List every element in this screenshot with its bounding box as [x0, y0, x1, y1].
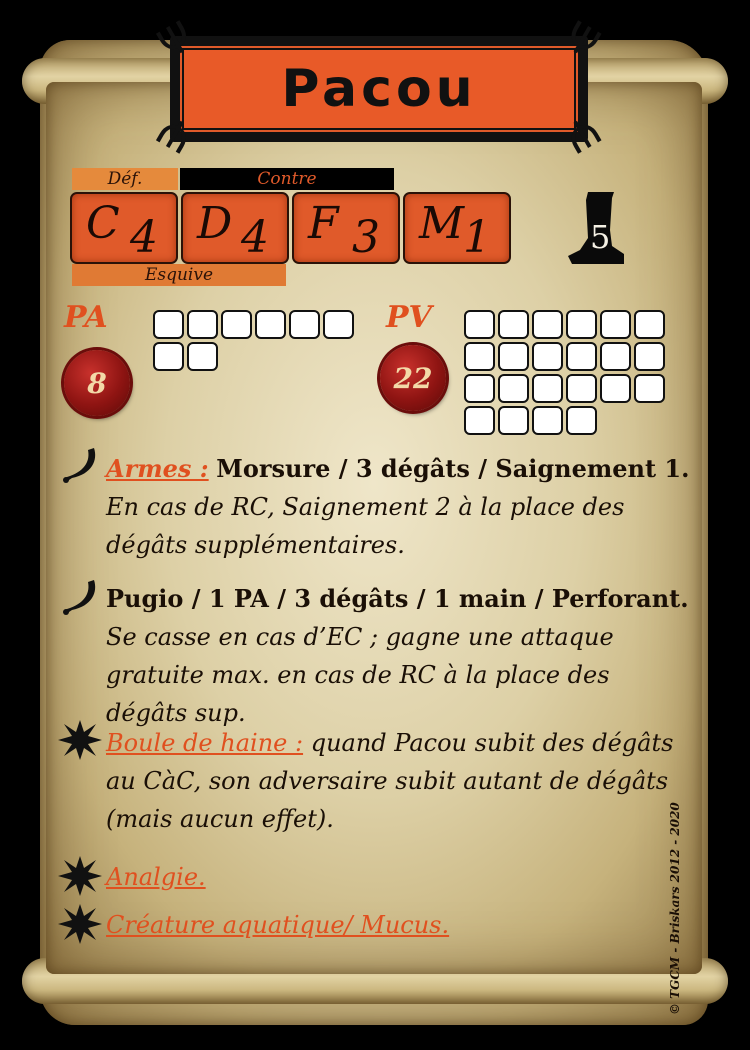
tracker-box[interactable]: [532, 342, 563, 371]
tracker-box[interactable]: [153, 310, 184, 339]
sword-icon: [58, 578, 102, 618]
ability-label: Analgie.: [106, 863, 206, 891]
tag-defense: Déf.: [72, 168, 178, 190]
starburst-icon: [58, 720, 102, 760]
starburst-icon: [58, 856, 102, 896]
pa-seal: [64, 350, 130, 416]
pa-value: 8: [87, 366, 107, 400]
trident-icon: Ψ: [556, 105, 607, 161]
weapon-1: [106, 450, 696, 564]
stat-letter: D: [197, 198, 233, 249]
pv-seal: [380, 345, 446, 411]
weapons-label: Armes :: [106, 454, 209, 483]
trident-icon: Ψ: [150, 13, 201, 69]
stat-c: [70, 192, 178, 264]
tracker-box[interactable]: [498, 310, 529, 339]
stat-value: 4: [241, 212, 269, 263]
tracker-box[interactable]: [187, 310, 218, 339]
tracker-box[interactable]: [600, 374, 631, 403]
stat-letter: F: [308, 198, 339, 249]
ability-label: Créature aquatique/ Mucus.: [106, 911, 450, 939]
trident-icon: Ψ: [556, 13, 607, 69]
tag-contre: Contre: [180, 168, 394, 190]
ability-2: [106, 858, 696, 896]
tracker-box[interactable]: [566, 342, 597, 371]
tracker-box[interactable]: [498, 406, 529, 435]
tracker-box[interactable]: [187, 342, 218, 371]
ability-desc: quand Pacou subit des dégâts au CàC, son adversaire subit autant de dégâts (mais aucun effet).: [106, 729, 674, 833]
pv-tracker: [464, 310, 665, 435]
weapon-desc: En cas de RC, Saignement 2 à la place des dégâts supplémentaires.: [106, 493, 625, 559]
stat-m: [403, 192, 511, 264]
weapon-title: Morsure / 3 dégâts / Saignement 1.: [216, 454, 690, 483]
tracker-box[interactable]: [600, 342, 631, 371]
weapon-title: Pugio / 1 PA / 3 dégâts / 1 main / Perforant.: [106, 584, 689, 613]
card-title: Pacou: [281, 59, 477, 119]
tag-esquive: Esquive: [72, 264, 286, 286]
tracker-box[interactable]: [153, 342, 184, 371]
tracker-box[interactable]: [464, 310, 495, 339]
ability-label: Boule de haine :: [106, 729, 304, 757]
stat-value: 1: [463, 212, 491, 263]
tracker-box[interactable]: [498, 342, 529, 371]
starburst-icon: [58, 904, 102, 944]
pv-value: 22: [393, 361, 433, 395]
tracker-box[interactable]: [634, 374, 665, 403]
stat-row: [70, 192, 514, 264]
ability-1: [106, 724, 696, 838]
tracker-box[interactable]: [221, 310, 252, 339]
pa-tracker: [153, 310, 354, 371]
stat-d: [181, 192, 289, 264]
tracker-box[interactable]: [532, 310, 563, 339]
tracker-box[interactable]: [464, 374, 495, 403]
tracker-box[interactable]: [566, 406, 597, 435]
title-plate: [182, 48, 576, 130]
tracker-box[interactable]: [532, 374, 563, 403]
sword-icon: [58, 446, 102, 486]
movement-value: 5: [590, 218, 611, 256]
pa-label: PA: [64, 300, 108, 335]
stat-value: 4: [130, 212, 158, 263]
tracker-box[interactable]: [600, 310, 631, 339]
trident-icon: Ψ: [150, 105, 201, 161]
stat-f: [292, 192, 400, 264]
tracker-box[interactable]: [289, 310, 320, 339]
tracker-box[interactable]: [566, 310, 597, 339]
tracker-box[interactable]: [634, 342, 665, 371]
title-banner: [170, 36, 588, 142]
tracker-box[interactable]: [634, 310, 665, 339]
stat-value: 3: [352, 212, 380, 263]
weapon-desc: Se casse en cas d’EC ; gagne une attaque gratuite max. en cas de RC à la place des dégâts sup.: [106, 623, 614, 727]
pv-label: PV: [386, 300, 432, 335]
tracker-box[interactable]: [255, 310, 286, 339]
copyright: © TGCM - Briskars 2012 - 2020: [668, 802, 682, 1015]
tracker-box[interactable]: [498, 374, 529, 403]
tracker-box[interactable]: [323, 310, 354, 339]
tracker-box[interactable]: [464, 342, 495, 371]
weapon-2: [106, 580, 696, 732]
stat-letter: M: [419, 198, 465, 249]
tracker-box[interactable]: [566, 374, 597, 403]
ability-3: [106, 906, 696, 944]
tracker-box[interactable]: [532, 406, 563, 435]
tracker-box[interactable]: [464, 406, 495, 435]
stat-letter: C: [86, 198, 120, 249]
